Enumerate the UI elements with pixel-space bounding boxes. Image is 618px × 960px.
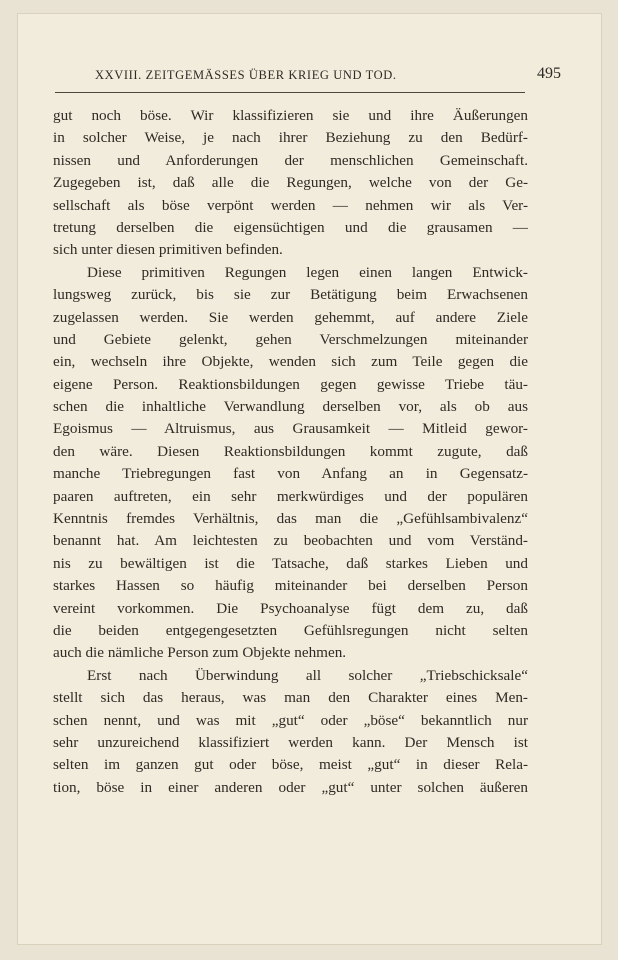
- text-line: auch die nämliche Person zum Objekte nehmen.: [53, 644, 347, 662]
- text-line: sellschaft als böse verpönt werden — nehmen wir als Ver-: [53, 196, 528, 214]
- text-line: schen die inhaltliche Verwandlung derselben vor, als ob aus: [53, 398, 528, 416]
- text-line: lungsweg zurück, bis sie zur Betätigung beim Erwachsenen: [53, 286, 528, 304]
- text-line: starkes Hassen so häufig miteinander bei derselben Person: [53, 577, 528, 595]
- text-line: schen nennt, und was mit „gut“ oder „böse“ bekanntlich nur: [53, 711, 528, 729]
- text-line: nissen und Anforderungen der menschlichen Gemeinschaft.: [53, 151, 528, 169]
- text-line: zugelassen werden. Sie werden gehemmt, auf andere Ziele: [53, 308, 528, 326]
- body-text: [53, 105, 528, 799]
- running-title: XXVIII. ZEITGEMÄSSES ÜBER KRIEG UND TOD.: [95, 68, 397, 82]
- text-line: manche Triebregungen fast von Anfang an in Gegensatz-: [53, 465, 528, 483]
- text-line: stellt sich das heraus, was man den Charakter eines Men-: [53, 689, 528, 707]
- text-line: vereint vorkommen. Die Psychoanalyse fügt dem zu, daß: [53, 599, 528, 617]
- text-line: tion, böse in einer anderen oder „gut“ unter solchen äußeren: [53, 778, 528, 796]
- paragraph-first-line: Erst nach Überwindung all solcher „Triebschicksale“: [87, 666, 528, 684]
- text-line: sich unter diesen primitiven befinden.: [53, 241, 283, 259]
- text-line: Egoismus — Altruismus, aus Grausamkeit — Mitleid gewor-: [53, 420, 528, 438]
- text-line: den wäre. Diesen Reaktionsbildungen kommt zugute, daß: [53, 442, 528, 460]
- running-head: [55, 65, 561, 86]
- text-line: gut noch böse. Wir klassifizieren sie und ihre Äußerungen: [53, 107, 528, 124]
- text-line: nis zu bewältigen ist die Tatsache, daß starkes Lieben und: [53, 554, 528, 572]
- book-page: [18, 14, 601, 944]
- text-line: die beiden entgegengesetzten Gefühlsregungen nicht selten: [53, 621, 528, 639]
- text-line: Zugegeben ist, daß alle die Regungen, welche von der Ge-: [53, 174, 528, 192]
- page-number: 495: [537, 65, 561, 82]
- text-line: tretung derselben die eigensüchtigen und die grausamen —: [53, 218, 528, 236]
- text-line: sehr unzureichend klassifiziert werden kann. Der Mensch ist: [53, 733, 528, 751]
- text-line: in solcher Weise, je nach ihrer Beziehung zu den Bedürf-: [53, 129, 528, 147]
- text-line: ein, wechseln ihre Objekte, wenden sich zum Teile gegen die: [53, 353, 528, 371]
- text-line: und Gebiete gelenkt, gehen Verschmelzungen miteinander: [53, 330, 528, 348]
- paragraph-first-line: Diese primitiven Regungen legen einen langen Entwick-: [87, 263, 528, 281]
- header-rule: [55, 92, 525, 93]
- text-line: eigene Person. Reaktionsbildungen gegen gewisse Triebe täu-: [53, 375, 528, 393]
- text-line: Kenntnis fremdes Verhältnis, das man die „Gefühlsambivalenz“: [53, 510, 528, 528]
- text-line: selten im ganzen gut oder böse, meist „gut“ in dieser Rela-: [53, 756, 528, 774]
- text-line: paaren auftreten, ein sehr merkwürdiges und der populären: [53, 487, 528, 505]
- text-line: benannt hat. Am leichtesten zu beobachten und vom Verständ-: [53, 532, 528, 550]
